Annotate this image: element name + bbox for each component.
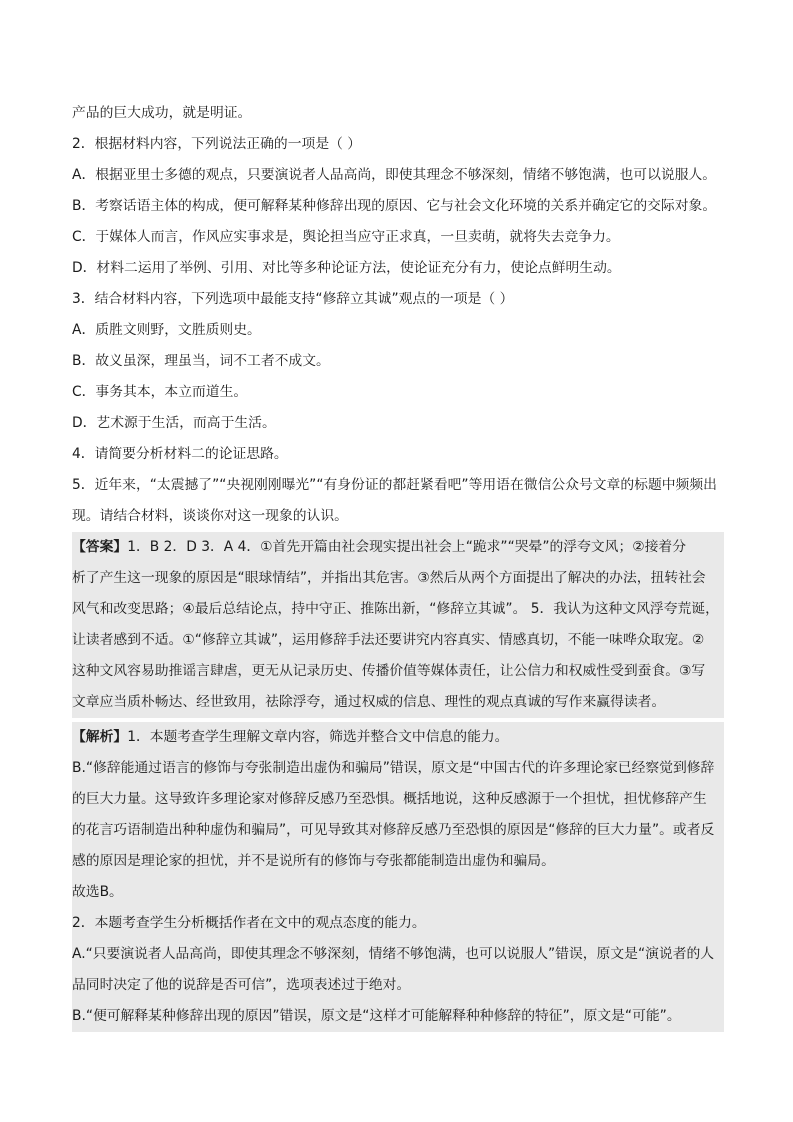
answer-line: 让读者感到不适。①“修辞立其诚”，运用修辞手法还要讲究内容真实、情感真切，不能一味哗众取宠。② bbox=[72, 625, 724, 656]
questions-section bbox=[72, 98, 724, 532]
analysis-line: 故选B。 bbox=[72, 877, 724, 908]
answer-section bbox=[72, 532, 724, 718]
analysis-section bbox=[72, 718, 724, 1032]
analysis-line: 的巨大力量。这导致许多理论家对修辞反感乃至恐惧。概括地说，这种反感源于一个担忧，担忧修辞产生 bbox=[72, 784, 724, 815]
analysis-line: B.“修辞能通过语言的修饰与夸张制造出虚伪和骗局”错误，原文是“中国古代的许多理论家已经察觉到修辞 bbox=[72, 753, 724, 784]
answer-line: 风气和改变思路；④最后总结论点，持中守正、推陈出新，“修辞立其诚”。 5．我认为这种文风浮夸荒诞， bbox=[72, 594, 724, 625]
answer-line: 文章应当质朴畅达、经世致用，祛除浮夸，通过权威的信息、理性的观点真诚的写作来赢得读者。 bbox=[72, 687, 724, 718]
q3-option-b: B．故义虽深，理虽当，词不工者不成文。 bbox=[72, 353, 330, 369]
q3-option-d: D．艺术源于生活，而高于生活。 bbox=[72, 415, 276, 431]
text-line: 产品的巨大成功，就是明证。 bbox=[72, 105, 252, 121]
analysis-line: A.“只要演说者人品高尚，即使其理念不够深刻，情绪不够饱满，也可以说服人”错误，原文是“演说者的人 bbox=[72, 939, 724, 970]
answer-line bbox=[72, 532, 724, 563]
analysis-line: B.“便可解释某种修辞出现的原因”错误，原文是“这样才可能解释种种修辞的特征”，原文是“可能”。 bbox=[72, 1001, 724, 1032]
page-content bbox=[72, 98, 724, 1032]
question-5-cont: 现。请结合材料，谈谈你对这一现象的认识。 bbox=[72, 508, 348, 524]
q2-option-c: C．于媒体人而言，作风应实事求是，舆论担当应守正求真，一旦卖萌，就将失去竞争力。 bbox=[72, 229, 620, 245]
analysis-line bbox=[72, 718, 724, 753]
question-5: 5．近年来，“太震撼了”“央视刚刚曝光”“有身份证的都赶紧看吧”等用语在微信公众号文章的标题中频频出 bbox=[72, 477, 717, 493]
analysis-line: 的花言巧语制造出种种虚伪和骗局”，可见导致其对修辞反感乃至恐惧的原因是“修辞的巨大力量”。或者反 bbox=[72, 815, 724, 846]
q3-option-a: A．质胜文则野，文胜质则史。 bbox=[72, 322, 261, 338]
q3-option-c: C．事务其本，本立而道生。 bbox=[72, 384, 248, 400]
analysis-line: 2．本题考查学生分析概括作者在文中的观点态度的能力。 bbox=[72, 908, 724, 939]
answer-tag: 【答案】 bbox=[72, 539, 128, 555]
answer-line: 析了产生这一现象的原因是“眼球情结”，并指出其危害。③然后从两个方面提出了解决的办法，扭转社会 bbox=[72, 563, 724, 594]
question-4: 4．请简要分析材料二的论证思路。 bbox=[72, 446, 288, 462]
analysis-tag: 【解析】 bbox=[72, 729, 128, 745]
q2-option-b: B．考察话语主体的构成，便可解释某种修辞出现的原因、它与社会文化环境的关系并确定它的交际对象。 bbox=[72, 198, 717, 214]
q2-option-d: D．材料二运用了举例、引用、对比等多种论证方法，使论证充分有力，使论点鲜明生动。 bbox=[72, 260, 621, 276]
analysis-text: 1．本题考查学生理解文章内容，筛选并整合文中信息的能力。 bbox=[127, 729, 509, 745]
q2-option-a: A．根据亚里士多德的观点，只要演说者人品高尚，即使其理念不够深刻，情绪不够饱满，也可以说服人。 bbox=[72, 167, 717, 183]
analysis-line: 品同时决定了他的说辞是否可信”，选项表述过于绝对。 bbox=[72, 970, 724, 1001]
question-3: 3．结合材料内容，下列选项中最能支持“修辞立其诚”观点的一项是（ ） bbox=[72, 291, 514, 307]
answer-line: 这种文风容易助推谣言肆虐，更无从记录历史、传播价值等媒体责任，让公信力和权威性受到蚕食。③写 bbox=[72, 656, 724, 687]
answer-text: 1．B 2．D 3．A 4．①首先开篇由社会现实提出社会上“跪求”“哭晕”的浮夸文风；②接着分 bbox=[127, 539, 687, 555]
question-2: 2．根据材料内容，下列说法正确的一项是（ ） bbox=[72, 136, 362, 152]
analysis-line: 感的原因是理论家的担忧，并不是说所有的修饰与夸张都能制造出虚伪和骗局。 bbox=[72, 846, 724, 877]
